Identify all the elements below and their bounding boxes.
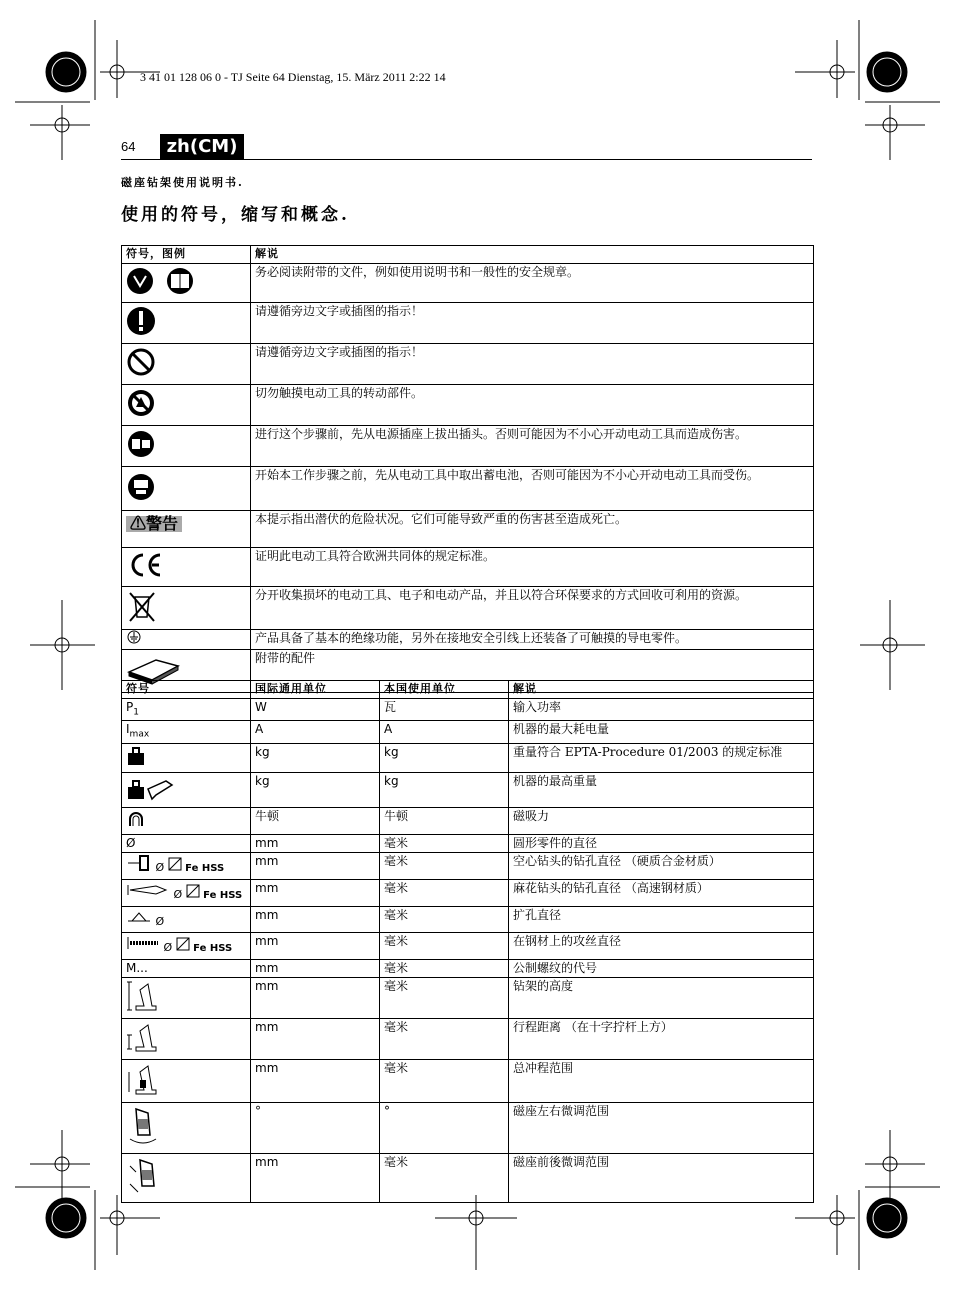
symbol-text: Ø — [163, 940, 173, 954]
warning-label-icon: ⚠警告 — [126, 516, 182, 532]
countersink-icon — [126, 909, 152, 925]
stand-height-icon — [126, 980, 160, 1012]
ground-symbol-icon — [126, 630, 142, 645]
table-row: Ø mm 毫米 扩孔直径 — [122, 906, 814, 932]
table-row: $P_1$ W 瓦 输入功率 — [122, 699, 814, 721]
column-header: 国际通用单位 — [251, 681, 380, 699]
weee-bin-icon — [126, 589, 158, 623]
column-header: 本国使用单位 — [380, 681, 509, 699]
magnet-icon — [126, 810, 146, 828]
ce-mark-icon — [126, 550, 166, 580]
material-label: Fe HSS — [193, 942, 233, 954]
remove-battery-icon — [126, 469, 158, 503]
table-row: kg kg 机器的最高重量 — [122, 772, 814, 807]
column-header: 符号，图例 — [122, 246, 251, 264]
table-row: Ø Fe HSS mm 毫米 麻花钻头的钻孔直径 （高速钢材质） — [122, 879, 814, 906]
column-header: 解说 — [509, 681, 814, 699]
warning-label: 警告 — [146, 514, 179, 533]
print-info: 3 41 01 128 06 0 - TJ Seite 64 Dienstag, 15. März 2011 2:22 14 — [140, 70, 446, 84]
table-row: 开始本工作步骤之前，先从电动工具中取出蓄电池，否则可能因为不小心开动电动工具而受伤。 — [122, 467, 814, 511]
table-row: 切勿触摸电动工具的转动部件。 — [122, 385, 814, 426]
table-row: mm 毫米 钻架的高度 — [122, 977, 814, 1018]
table-header-row — [122, 681, 814, 699]
symbol-text: I — [126, 722, 130, 737]
no-touch-icon — [126, 387, 158, 419]
tap-icon — [126, 935, 160, 951]
steel-icon — [168, 857, 182, 871]
material-label: Fe HSS — [185, 862, 225, 874]
table-row: 牛顿 牛顿 磁吸力 — [122, 807, 814, 834]
table-row: Ø Fe HSS mm 毫米 在钢材上的攻丝直径 — [122, 932, 814, 959]
exclamation-icon — [126, 305, 158, 337]
table-row: 请遵循旁边文字或插图的指示！ — [122, 344, 814, 385]
max-weight-icon — [126, 775, 176, 801]
table-row: kg kg 重量符合 EPTA-Procedure 01/2003 的规定标准 — [122, 743, 814, 772]
table-row: 证明此电动工具符合欧洲共同体的规定标准。 — [122, 548, 814, 587]
unplug-icon — [126, 428, 158, 460]
table-row: 产品具备了基本的绝缘功能，另外在接地安全引线上还装备了可触摸的导电零件。 — [122, 630, 814, 650]
symbol-text: Ø — [173, 887, 183, 901]
material-label: Fe HSS — [203, 889, 243, 901]
table-row: 进行这个步骤前，先从电源插座上拔出插头。否则可能因为不小心开动电动工具而造成伤害。 — [122, 426, 814, 467]
table-row: 附带的配件 — [122, 650, 814, 693]
steel-icon — [176, 937, 190, 951]
column-header: 符号 — [122, 681, 251, 699]
total-stroke-icon — [126, 1062, 160, 1096]
prohibition-icon — [126, 346, 158, 378]
units-table — [121, 680, 814, 1203]
twist-drill-icon — [126, 882, 170, 898]
front-back-adjust-icon — [126, 1156, 166, 1196]
lateral-adjust-icon — [126, 1105, 160, 1147]
read-manual-icon — [126, 266, 198, 296]
header-rule — [121, 159, 812, 160]
table-row: mm 毫米 总冲程范围 — [122, 1059, 814, 1102]
doc-title: 磁座钻架使用说明书. — [121, 176, 244, 189]
table-row: 分开收集损坏的电动工具、电子和电动产品，并且以符合环保要求的方式回收可利用的资源。 — [122, 587, 814, 630]
table-row: ° ° 磁座左右微调范围 — [122, 1102, 814, 1153]
page-number: 64 — [121, 139, 136, 154]
table-row: ⚠警告 本提示指出潜伏的危险状况。它们可能导致严重的伤害甚至造成死亡。 — [122, 511, 814, 548]
table-row: M... mm 毫米 公制螺纹的代号 — [122, 959, 814, 977]
symbols-table — [121, 245, 814, 693]
table-row: Ø Fe HSS mm 毫米 空心钻头的钻孔直径 （硬质合金材质） — [122, 852, 814, 879]
symbol-subscript: max — [129, 729, 150, 740]
table-header-row — [122, 246, 814, 264]
column-header: 解说 — [251, 246, 814, 264]
table-row: mm 毫米 磁座前後微调范围 — [122, 1153, 814, 1202]
symbol-text: Ø — [155, 914, 165, 928]
language-badge: zh(CM) — [160, 134, 244, 160]
symbol-subscript: 1 — [133, 707, 139, 718]
symbol-text: Ø — [155, 860, 165, 874]
section-title: 使用的符号，缩写和概念. — [121, 205, 350, 225]
table-row: mm 毫米 行程距离 （在十字拧杆上方） — [122, 1018, 814, 1059]
core-drill-icon — [126, 855, 152, 871]
steel-icon — [186, 884, 200, 898]
symbol-text: P — [126, 700, 134, 714]
table-row: 请遵循旁边文字或插图的指示！ — [122, 303, 814, 344]
weight-icon — [126, 746, 146, 766]
stroke-distance-icon — [126, 1021, 160, 1053]
table-row: Ø mm 毫米 圆形零件的直径 — [122, 834, 814, 852]
table-row: $I_{max}$ A A 机器的最大耗电量 — [122, 721, 814, 743]
table-row: 务必阅读附带的文件，例如使用说明书和一般性的安全规章。 — [122, 264, 814, 303]
